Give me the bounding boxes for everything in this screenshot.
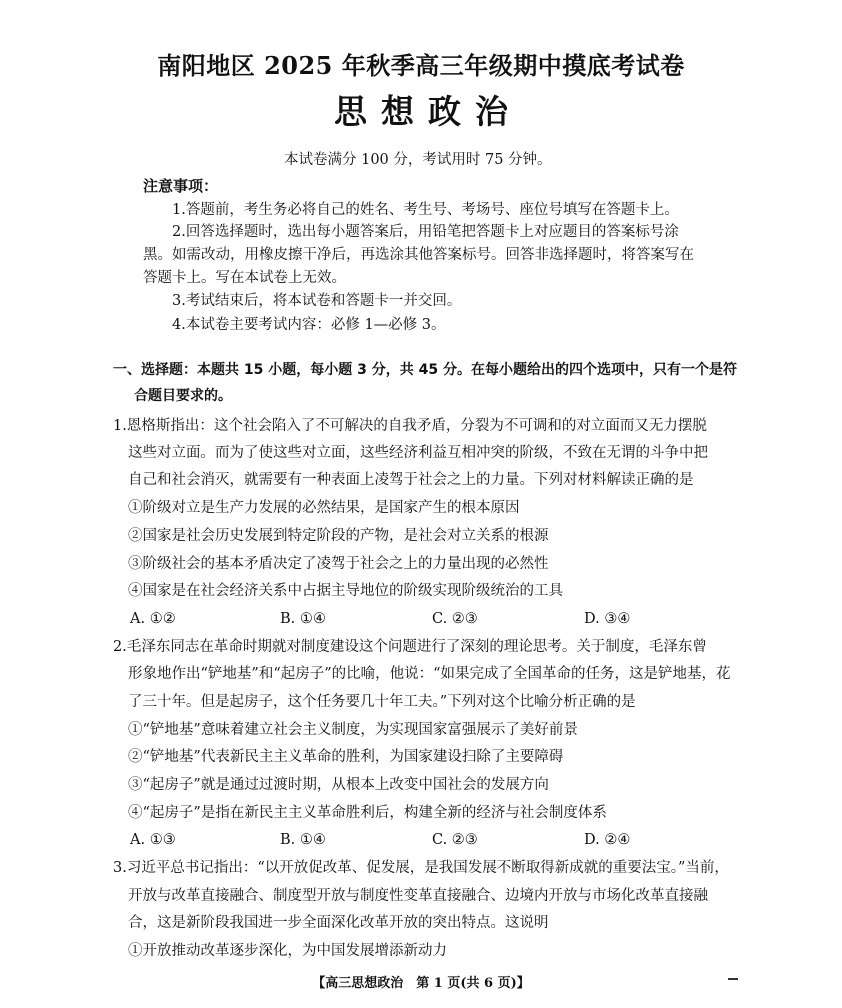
question-3-stem: 3.习近平总书记指出：“以开放促改革、促发展，是我国发展不断取得新成就的重要法宝。”当前， <box>113 860 729 876</box>
question-2-statement: ②“铲地基”代表新民主主义革命的胜利，为国家建设扫除了主要障碍 <box>128 749 564 765</box>
section-heading: 一、选择题：本题共 15 小题，每小题 3 分，共 45 分。在每小题给出的四个选项中，只有一个是符 <box>113 362 737 378</box>
question-2-statement: ④“起房子”是指在新民主主义革命胜利后，构建全新的经济与社会制度体系 <box>128 805 607 821</box>
question-3-stem: 合，这是新阶段我国进一步全面深化改革开放的突出特点。这说明 <box>128 915 549 931</box>
question-2-stem: 了三十年。但是起房子，这个任务要几十年工夫。”下列对这个比喻分析正确的是 <box>128 694 636 710</box>
question-1-option-b: B. ①④ <box>280 611 326 627</box>
notice-item: 黑。如需改动，用橡皮擦干净后，再选涂其他答案标号。回答非选择题时，将答案写在 <box>143 247 694 263</box>
question-1-option-a: A. ①② <box>130 611 176 627</box>
question-2-statement: ①“铲地基”意味着建立社会主义制度，为实现国家富强展示了美好前景 <box>128 722 578 738</box>
question-2-option-a: A. ①③ <box>130 832 176 848</box>
question-1-statement: ③阶级社会的基本矛盾决定了凌驾于社会之上的力量出现的必然性 <box>128 556 549 572</box>
question-1-statement: ④国家是在社会经济关系中占据主导地位的阶级实现阶级统治的工具 <box>128 583 563 599</box>
notice-heading: 注意事项： <box>143 177 219 195</box>
question-1-statement: ②国家是社会历史发展到特定阶段的产物，是社会对立关系的根源 <box>128 528 549 544</box>
question-2-option-c: C. ②③ <box>432 832 478 848</box>
question-3-statement: ①开放推动改革逐步深化，为中国发展增添新动力 <box>128 943 447 959</box>
question-1-stem: 自己和社会消灭，就需要有一种表面上凌驾于社会之上的力量。下列对材料解读正确的是 <box>128 472 694 488</box>
question-1-option-d: D. ③④ <box>584 611 631 627</box>
exam-title: 南阳地区 2025 年秋季高三年级期中摸底考试卷 <box>157 51 685 80</box>
subject-title: 思想政治 <box>334 92 522 131</box>
question-3-stem: 开放与改革直接融合、制度型开放与制度性变革直接融合、边境内开放与市场化改革直接融 <box>128 888 708 904</box>
section-heading-cont: 合题目要求的。 <box>134 388 232 404</box>
notice-item: 3.考试结束后，将本试卷和答题卡一并交回。 <box>172 293 462 309</box>
question-2-stem: 2.毛泽东同志在革命时期就对制度建设这个问题进行了深刻的理论思考。关于制度，毛泽东曾 <box>113 639 707 655</box>
question-2-option-b: B. ①④ <box>280 832 326 848</box>
question-1-option-c: C. ②③ <box>432 611 478 627</box>
footer-mark <box>728 978 738 980</box>
notice-item: 4.本试卷主要考试内容：必修 1—必修 3。 <box>172 317 446 333</box>
exam-summary: 本试卷满分 100 分，考试用时 75 分钟。 <box>284 152 552 168</box>
question-1-statement: ①阶级对立是生产力发展的必然结果，是国家产生的根本原因 <box>128 500 520 516</box>
question-1-stem: 这些对立面。而为了使这些对立面，这些经济利益互相冲突的阶级，不致在无谓的斗争中把 <box>128 445 708 461</box>
notice-item: 2.回答选择题时，选出每小题答案后，用铅笔把答题卡上对应题目的答案标号涂 <box>172 224 679 240</box>
question-2-statement: ③“起房子”就是通过过渡时期，从根本上改变中国社会的发展方向 <box>128 777 549 793</box>
question-2-option-d: D. ②④ <box>584 832 631 848</box>
notice-item: 答题卡上。写在本试卷上无效。 <box>143 270 346 286</box>
question-1-stem: 1.恩格斯指出：这个社会陷入了不可解决的自我矛盾，分裂为不可调和的对立面而又无力摆脱 <box>113 418 707 434</box>
page-footer: 【高三思想政治 第 1 页(共 6 页)】 <box>312 976 530 991</box>
question-2-stem: 形象地作出“铲地基”和“起房子”的比喻，他说：“如果完成了全国革命的任务，这是铲地基，花 <box>128 666 731 682</box>
notice-item: 1.答题前，考生务必将自己的姓名、考生号、考场号、座位号填写在答题卡上。 <box>172 202 679 218</box>
